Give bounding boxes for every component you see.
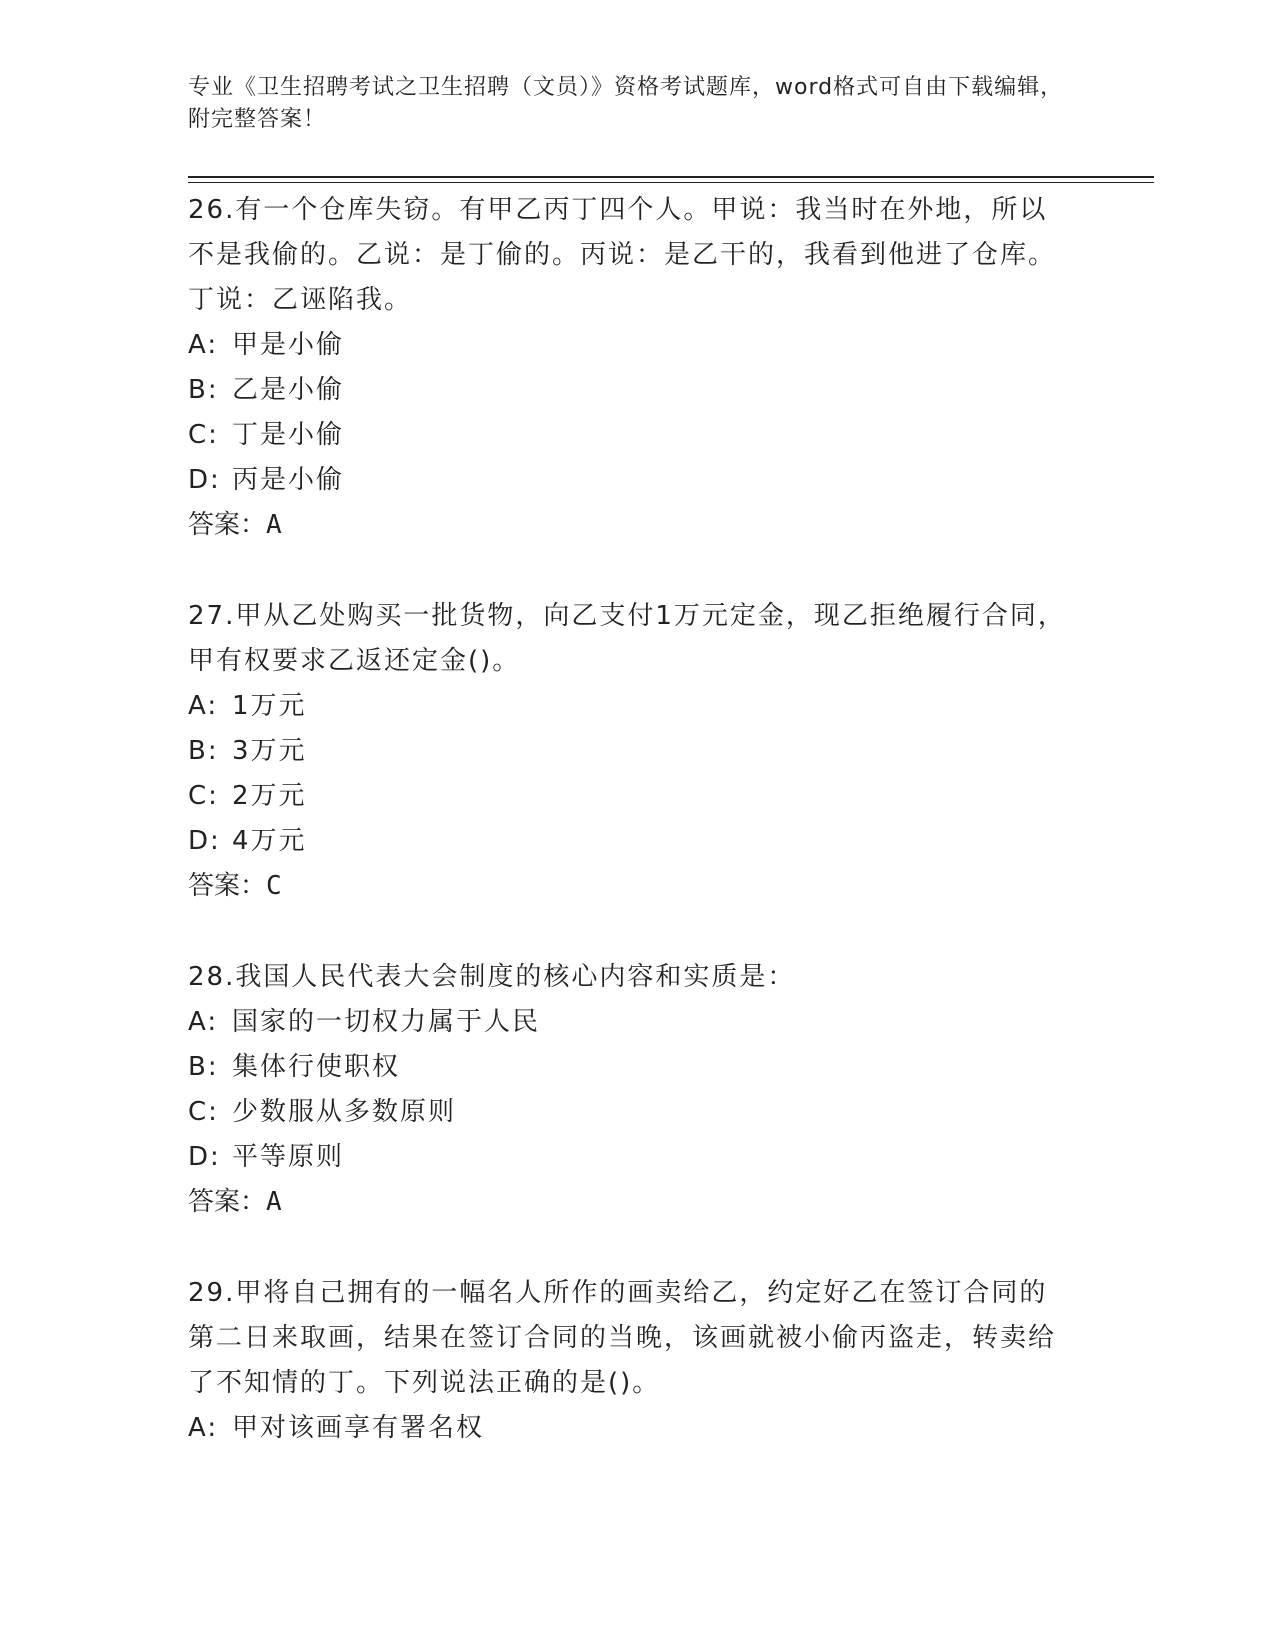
option-letter: B: <box>188 736 219 766</box>
option-letter: A: <box>188 1413 219 1443</box>
question-list <box>188 188 1068 1497</box>
question-29 <box>188 1271 1068 1451</box>
question-26 <box>188 188 1068 548</box>
option-letter: C: <box>188 781 219 811</box>
question-stem: 28.我国人民代表大会制度的核心内容和实质是： <box>188 962 796 992</box>
option-c <box>188 774 1068 819</box>
option-c <box>188 1090 1068 1135</box>
option-d <box>188 819 1068 864</box>
option-letter: A: <box>188 1007 219 1037</box>
option-letter: B: <box>188 1052 219 1082</box>
option-b <box>188 368 1068 413</box>
option-c <box>188 413 1068 458</box>
option-text: 少数服从多数原则 <box>232 1097 457 1127</box>
option-d <box>188 458 1068 503</box>
option-letter: A: <box>188 330 219 360</box>
option-text: 平等原则 <box>232 1142 345 1172</box>
header-divider-thin <box>188 182 1154 183</box>
answer-value: A <box>266 510 282 540</box>
option-text: 乙是小偷 <box>232 375 345 405</box>
question-28 <box>188 955 1068 1225</box>
option-letter: A: <box>188 691 219 721</box>
answer-label: 答案： <box>188 1187 267 1217</box>
option-a <box>188 684 1068 729</box>
option-letter: D: <box>188 1142 221 1172</box>
option-b <box>188 1045 1068 1090</box>
answer-label: 答案： <box>188 871 267 901</box>
option-letter: D: <box>188 826 221 856</box>
question-stem: 29.甲将自己拥有的一幅名人所作的画卖给乙，约定好乙在签订合同的第二日来取画，结果在签订合同的当晚，该画就被小偷丙盗走，转卖给了不知情的丁。下列说法正确的是()。 <box>188 1278 1057 1398</box>
option-text: 国家的一切权力属于人民 <box>232 1007 541 1037</box>
option-text: 丙是小偷 <box>232 465 345 495</box>
option-text: 丁是小偷 <box>232 420 345 450</box>
question-27 <box>188 594 1068 909</box>
option-text: 集体行使职权 <box>232 1052 401 1082</box>
question-stem: 27.甲从乙处购买一批货物，向乙支付1万元定金，现乙拒绝履行合同，甲有权要求乙返还定金()。 <box>188 601 1066 676</box>
option-d <box>188 1135 1068 1180</box>
option-b <box>188 729 1068 774</box>
option-letter: C: <box>188 420 219 450</box>
answer-line <box>188 864 1068 909</box>
answer-line <box>188 503 1068 548</box>
option-letter: D: <box>188 465 221 495</box>
option-letter: B: <box>188 375 219 405</box>
question-stem: 26.有一个仓库失窃。有甲乙丙丁四个人。甲说：我当时在外地，所以不是我偷的。乙说：是丁偷的。丙说：是乙干的，我看到他进了仓库。丁说：乙诬陷我。 <box>188 195 1057 315</box>
answer-value: A <box>266 1187 282 1217</box>
answer-line <box>188 1180 1068 1225</box>
option-text: 4万元 <box>232 826 307 856</box>
option-a <box>188 1000 1068 1045</box>
option-text: 甲对该画享有署名权 <box>232 1413 485 1443</box>
option-text: 3万元 <box>232 736 307 766</box>
option-a <box>188 323 1068 368</box>
answer-value: C <box>266 871 282 901</box>
option-letter: C: <box>188 1097 219 1127</box>
document-header: 专业《卫生招聘考试之卫生招聘（文员）》资格考试题库，word格式可自由下载编辑，附完整答案！ <box>188 75 1064 132</box>
option-text: 2万元 <box>232 781 307 811</box>
option-text: 1万元 <box>232 691 307 721</box>
answer-label: 答案： <box>188 510 267 540</box>
option-a <box>188 1406 1068 1451</box>
header-divider-thick <box>188 176 1154 178</box>
option-text: 甲是小偷 <box>232 330 345 360</box>
